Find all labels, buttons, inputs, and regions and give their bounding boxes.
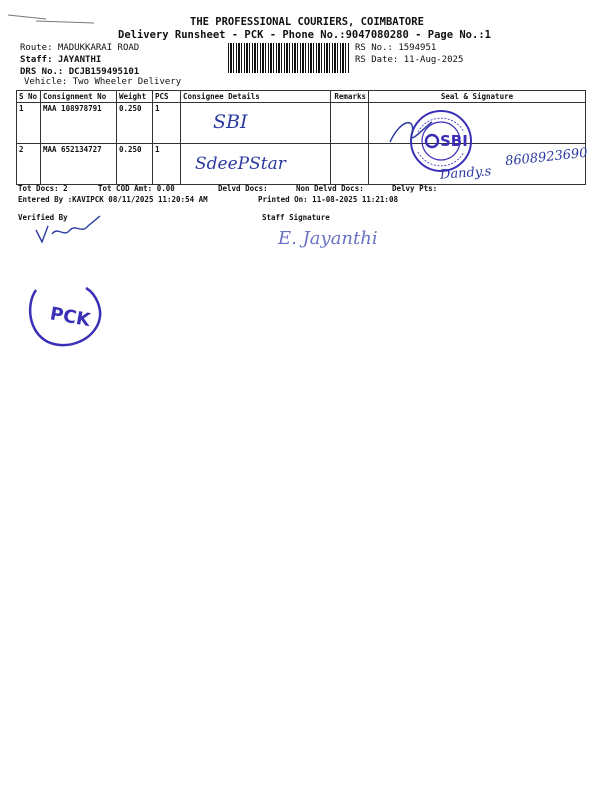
non-delvd-docs: Non Delvd Docs: xyxy=(296,184,364,193)
staff-signature-label: Staff Signature xyxy=(262,213,330,222)
cell-remarks xyxy=(331,103,369,144)
runsheet-subtitle: Delivery Runsheet - PCK - Phone No.:9047080280 - Page No.:1 xyxy=(118,29,491,41)
handwritten-phone: 8608923690 xyxy=(504,145,589,170)
scan-mark xyxy=(6,10,96,24)
verified-signature-scribble xyxy=(34,212,104,248)
staff-text: Staff: JAYANTHI xyxy=(20,55,102,65)
handwritten-name: Dandy.s xyxy=(439,164,492,183)
table-row xyxy=(17,144,586,185)
rs-number: RS No.: 1594951 xyxy=(355,43,437,53)
cell-weight: 0.250 xyxy=(117,144,153,185)
company-title: THE PROFESSIONAL COURIERS, COIMBATORE xyxy=(190,16,424,28)
route-text: Route: MADUKKARAI ROAD xyxy=(20,43,140,53)
entered-by: Entered By :KAVIPCK 08/11/2025 11:20:54 AM xyxy=(18,195,208,204)
drs-number: DRS No.: DCJB159495101 xyxy=(20,67,140,77)
cell-consignment: MAA 108978791 xyxy=(41,103,117,144)
svg-text:SBI: SBI xyxy=(440,132,468,150)
table-row xyxy=(17,103,586,144)
col-header-seal: Seal & Signature xyxy=(369,91,586,103)
cell-consignee xyxy=(181,103,331,144)
cell-remarks xyxy=(331,144,369,185)
cell-sno: 2 xyxy=(17,144,41,185)
printed-on: Printed On: 11-08-2025 11:21:08 xyxy=(258,195,398,204)
svg-text:PCK: PCK xyxy=(48,303,92,332)
vehicle-text: Vehicle: Two Wheeler Delivery xyxy=(24,77,182,87)
cell-pcs: 1 xyxy=(153,103,181,144)
tot-docs: Tot Docs: 2 xyxy=(18,184,68,193)
delvy-pts: Delvy Pts: xyxy=(392,184,438,193)
col-header-remarks: Remarks xyxy=(331,91,369,103)
tot-cod-amt: Tot COD Amt: 0.00 xyxy=(98,184,175,193)
cell-weight: 0.250 xyxy=(117,103,153,144)
col-header-weight: Weight xyxy=(117,91,153,103)
handwritten-consignee: SdeePStar xyxy=(195,154,286,174)
delvd-docs: Delvd Docs: xyxy=(218,184,268,193)
col-header-pcs: PCS xyxy=(153,91,181,103)
cell-consignment: MAA 652134727 xyxy=(41,144,117,185)
barcode xyxy=(228,43,350,73)
verified-by-label: Verified By xyxy=(18,213,68,222)
pck-stamp xyxy=(26,284,106,348)
table-header-row xyxy=(17,91,586,103)
cell-pcs: 1 xyxy=(153,144,181,185)
handwritten-consignee: SBI xyxy=(213,111,248,133)
col-header-sno: S No xyxy=(17,91,41,103)
col-header-consignee: Consignee Details xyxy=(181,91,331,103)
staff-handwritten-signature: E. Jayanthi xyxy=(278,228,378,249)
rs-date: RS Date: 11-Aug-2025 xyxy=(355,55,464,65)
seal-signature-scribble xyxy=(386,112,436,152)
col-header-consignment: Consignment No xyxy=(41,91,117,103)
cell-consignee xyxy=(181,144,331,185)
cell-sno: 1 xyxy=(17,103,41,144)
runsheet-table xyxy=(16,90,589,185)
